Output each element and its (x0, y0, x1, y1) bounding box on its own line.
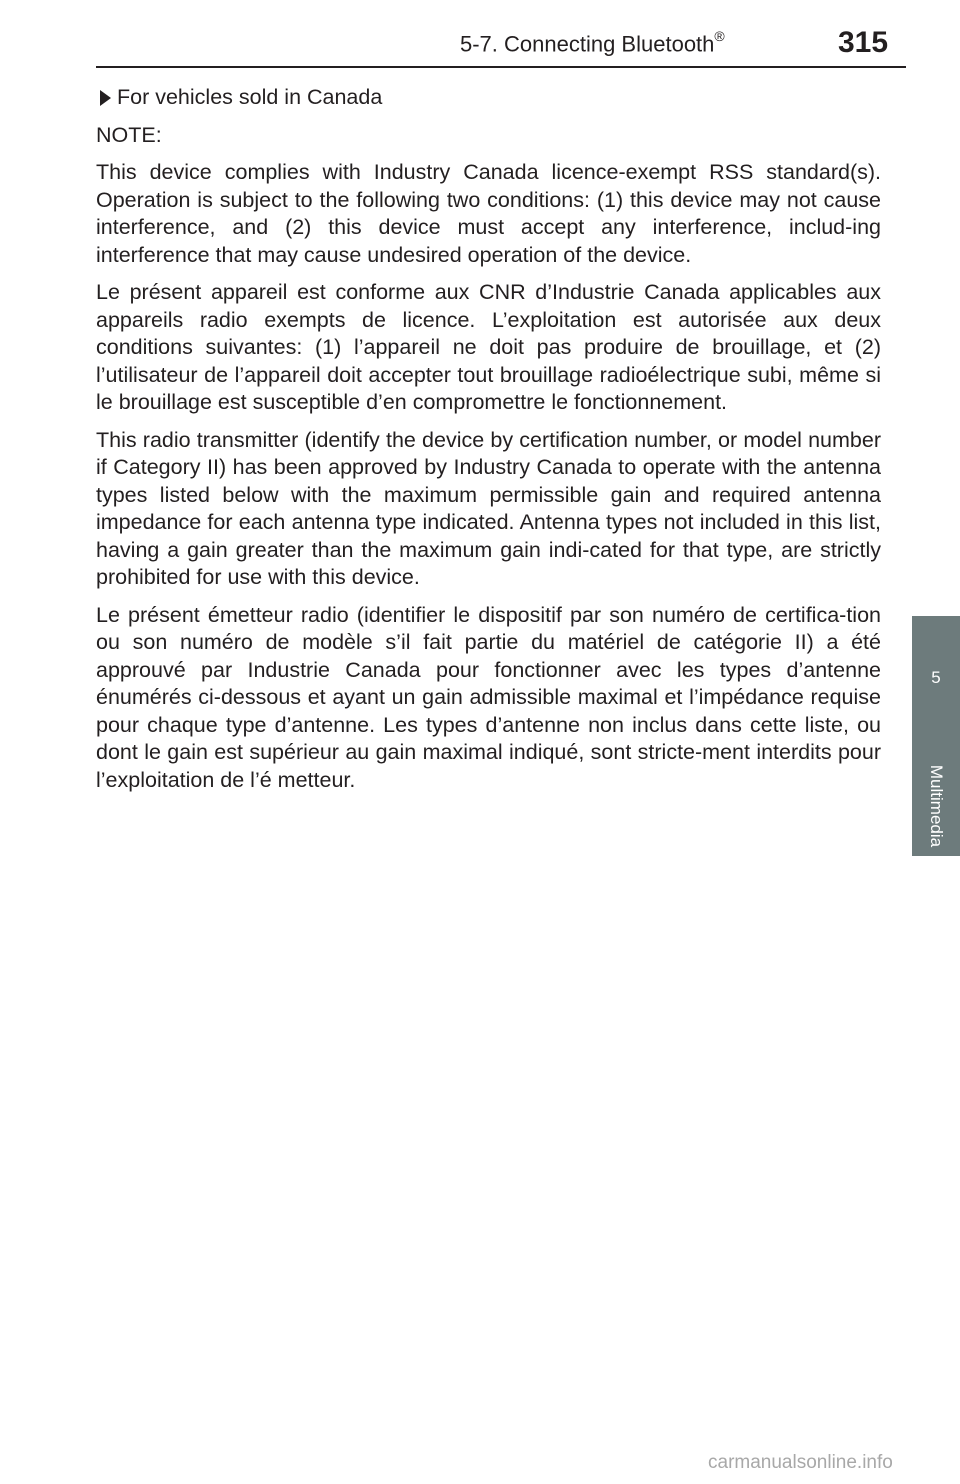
subsection-heading (96, 84, 881, 112)
registered-mark: ® (714, 28, 725, 44)
chapter-label: Multimedia (927, 764, 946, 848)
page-content (96, 84, 881, 804)
watermark: carmanualsonline.info (708, 1452, 893, 1473)
section-title: 5-7. Connecting Bluetooth® (460, 28, 725, 57)
paragraph-english-antenna: This radio transmitter (identify the device by certification number, or model number if Category II) has been approved by Industry Canada to operate with the antenna types listed below with the maximum permissible gain and required antenna impedance for each antenna type indicated. Antenna types not included in this list, having a gain greater than the maximum gain indi-cated for that type, are strictly prohibited for use with this device. (96, 427, 881, 589)
triangle-bullet-icon (100, 90, 111, 106)
header-divider (96, 66, 906, 68)
paragraph-french-compliance: Le présent appareil est conforme aux CNR d’Industrie Canada applicables aux appareils radio exempts de licence. L’exploitation est autorisée aux deux conditions suivantes: (1) l’appareil ne doit pas produire de brouillage, et (2) l’utilisateur de l’appareil doit accepter tout brouillage radioélectrique subi, même si le brouillage est susceptible d’en compromettre le fonctionnement. (96, 280, 881, 414)
paragraph-english-compliance: This device complies with Industry Canada licence-exempt RSS standard(s). Operation is subject to the following two conditions: (1) this device may not cause interference, and (2) this device must accept any interference, includ-ing interference that may cause undesired operation of the device. (96, 160, 881, 267)
subsection-heading-text: For vehicles sold in Canada (117, 85, 383, 109)
paragraph-french-antenna: Le présent émetteur radio (identifier le dispositif par son numéro de certifica-tion ou son numéro de modèle s’il fait partie du matériel de catégorie II) a été approuvé par Industrie Canada pour fonctionner avec les types d’antenne énumérés ci-dessous et ayant un gain admissible maximal et l’impédance requise pour chaque type d’antenne. Les types d’antenne non inclus dans cette liste, ou dont le gain est supérieur au gain maximal indiqué, sont stricte-ment interdits pour l’exploitation de l’é metteur. (96, 602, 881, 792)
page-number: 315 (838, 26, 889, 59)
chapter-number: 5 (931, 668, 941, 687)
note-label: NOTE: (96, 122, 162, 147)
page-header (0, 0, 960, 70)
chapter-side-tab (912, 616, 960, 856)
